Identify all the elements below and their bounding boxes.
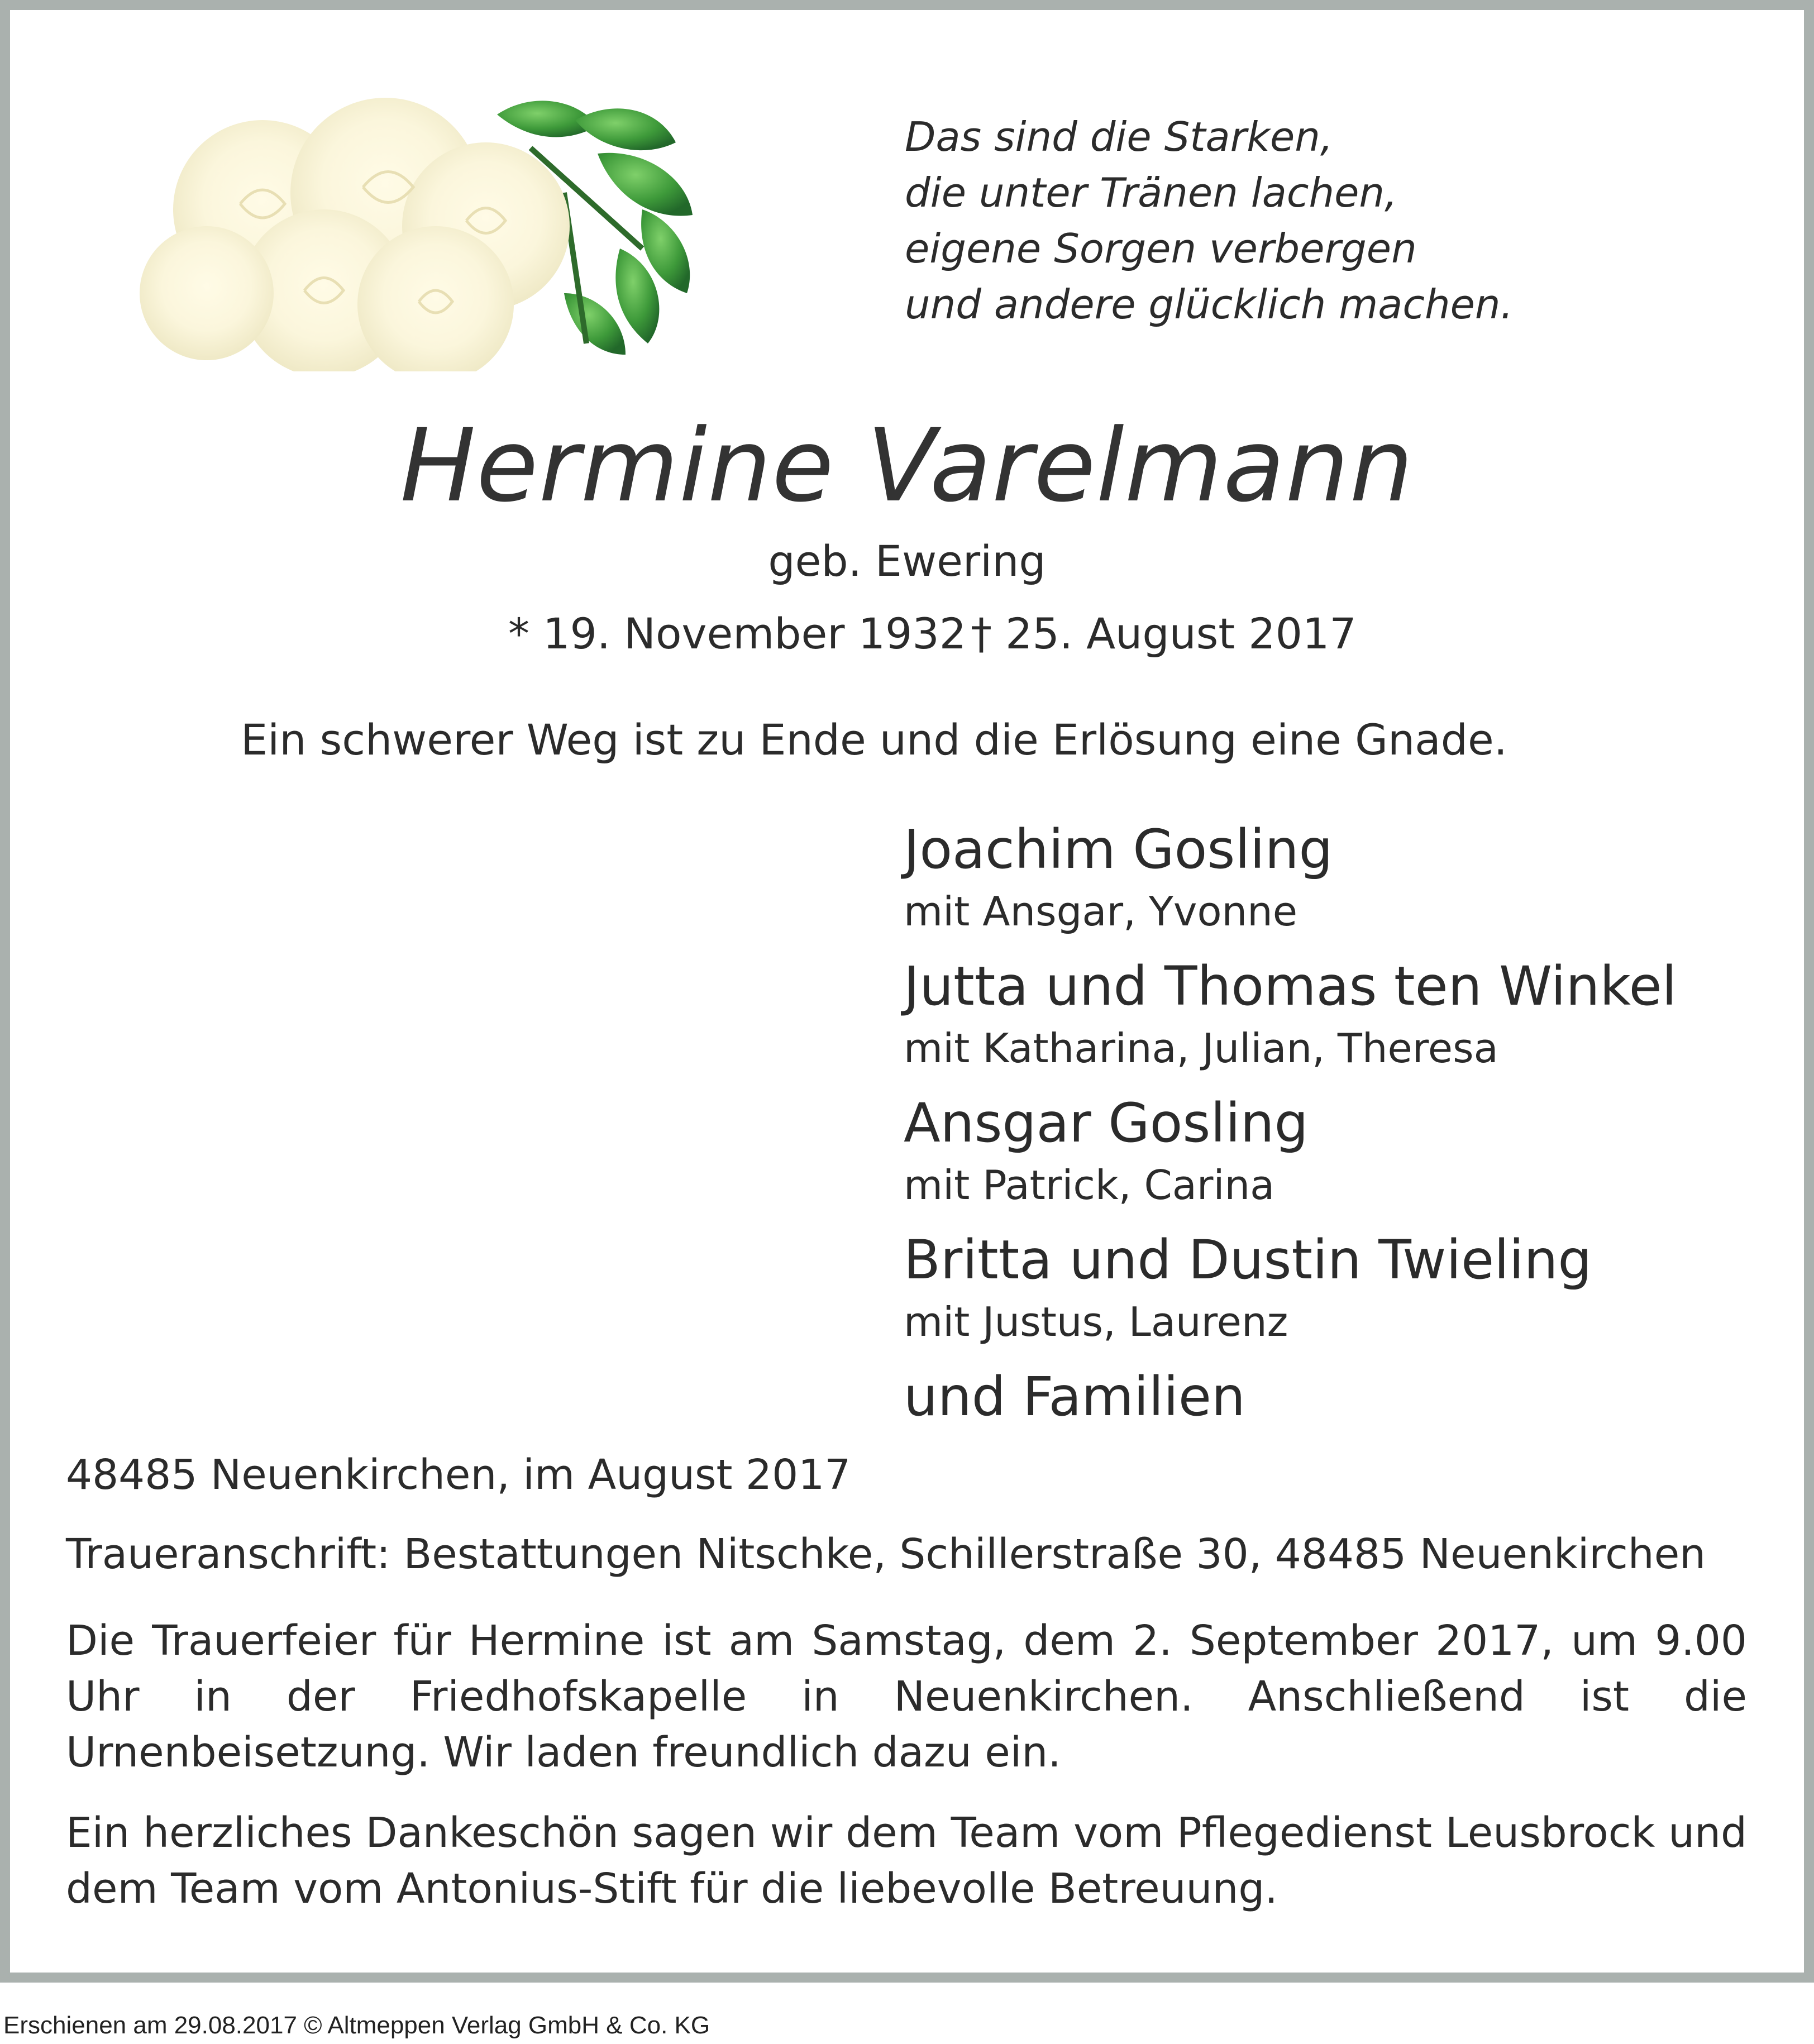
mourner-name: Ansgar Gosling: [904, 1092, 1309, 1154]
death-date: † 25. August 2017: [971, 609, 1357, 658]
poem-line: und andere glücklich machen.: [905, 281, 1514, 328]
poem-line: die unter Tränen lachen,: [905, 169, 1397, 216]
mourner-family: mit Katharina, Julian, Theresa: [904, 1025, 1498, 1072]
mourning-address: Traueranschrift: Bestattungen Nitschke, Schillerstraße 30, 48485 Neuenkirchen: [66, 1530, 1706, 1578]
poem-line: eigene Sorgen verbergen: [905, 225, 1417, 272]
poem-line: Das sind die Starken,: [905, 113, 1333, 160]
mourner-family: mit Patrick, Carina: [904, 1162, 1275, 1209]
mourner-name: Jutta und Thomas ten Winkel: [904, 955, 1677, 1018]
place-date: 48485 Neuenkirchen, im August 2017: [66, 1451, 851, 1499]
thanks-paragraph: Ein herzliches Dankeschön sagen wir dem Team vom Pflegedienst Leusbrock und dem Team vom Antonius-Stift für die liebevolle Betreuung.: [66, 1809, 1747, 1913]
ceremony-paragraph: Die Trauerfeier für Hermine ist am Samstag, dem 2. September 2017, um 9.00 Uhr in der Friedhofskapelle in Neuenkirchen. Anschließend ist die Urnenbeisetzung. Wir laden freundlich dazu ein.: [66, 1617, 1747, 1776]
publication-footer: Erschienen am 29.08.2017 © Altmeppen Verlag GmbH & Co. KG: [3, 2012, 710, 2039]
birth-date: * 19. November 1932: [508, 609, 967, 658]
mourner-name: Joachim Gosling: [904, 818, 1333, 881]
mourner-family: mit Justus, Laurenz: [904, 1298, 1288, 1345]
birth-name: geb. Ewering: [768, 536, 1046, 586]
mourner-name: Britta und Dustin Twieling: [904, 1229, 1592, 1291]
poem-quote: [905, 109, 1575, 332]
deceased-name: Hermine Varelmann: [400, 408, 1414, 524]
white-roses-image: [140, 81, 754, 371]
motto-line: Ein schwerer Weg ist zu Ende und die Erlösung eine Gnade.: [241, 715, 1507, 765]
mourner-family: mit Ansgar, Yvonne: [904, 888, 1298, 935]
mourners-closing: und Familien: [904, 1365, 1245, 1428]
